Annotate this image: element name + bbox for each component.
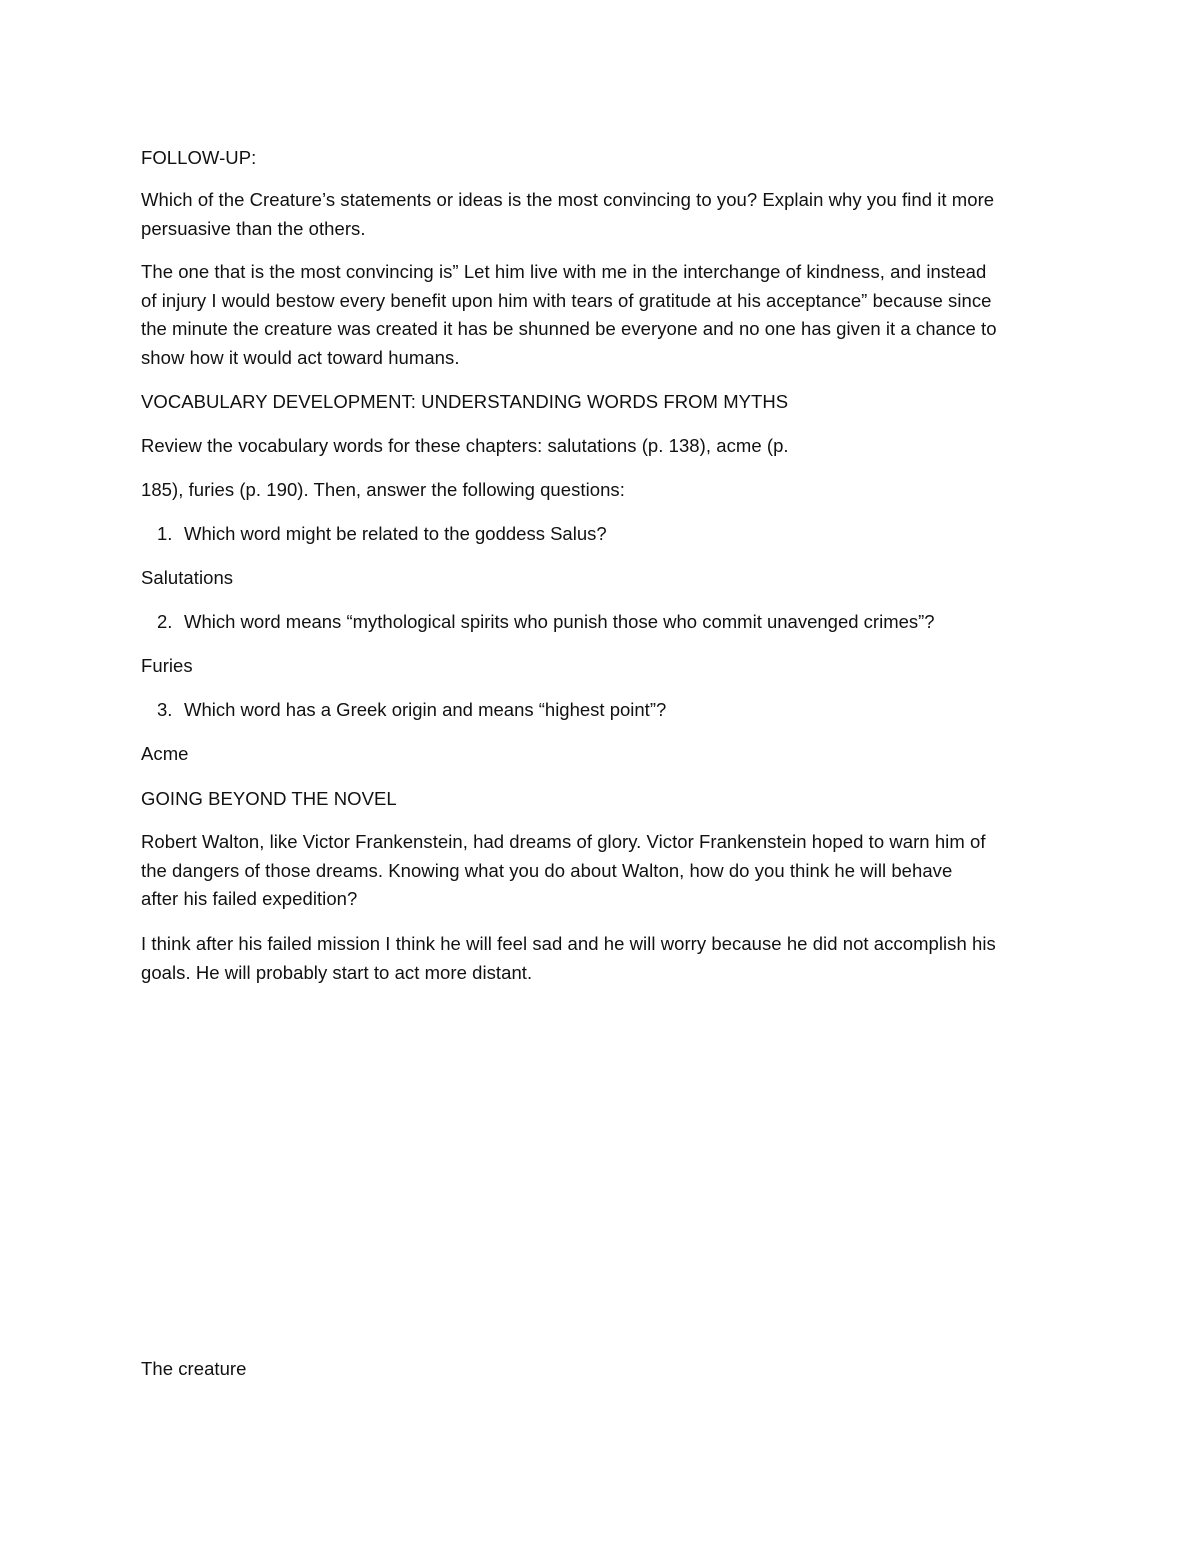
- follow-up-question-line-1: Which of the Creature’s statements or ideas is the most convincing to you? Explain why you find it more: [141, 189, 995, 210]
- follow-up-answer-line-4: show how it would act toward humans.: [141, 347, 460, 368]
- vocabulary-heading: VOCABULARY DEVELOPMENT: UNDERSTANDING WORDS FROM MYTHS: [141, 391, 789, 412]
- beyond-question-line-3: after his failed expedition?: [141, 888, 358, 909]
- beyond-answer-line-1: I think after his failed mission I think he will feel sad and he will worry because he did not accomplish his: [141, 933, 996, 954]
- vocabulary-question-text: Which word has a Greek origin and means “highest point”?: [184, 699, 667, 720]
- footer-text: The creature: [141, 1358, 247, 1379]
- beyond-heading: GOING BEYOND THE NOVEL: [141, 788, 397, 809]
- question-number: 2.: [157, 611, 173, 632]
- question-number: 1.: [157, 523, 173, 544]
- beyond-answer-line-2: goals. He will probably start to act more distant.: [141, 962, 533, 983]
- beyond-question-line-2: the dangers of those dreams. Knowing what you do about Walton, how do you think he will behave: [141, 860, 953, 881]
- beyond-question-line-1: Robert Walton, like Victor Frankenstein, had dreams of glory. Victor Frankenstein hoped to warn him of: [141, 831, 986, 852]
- follow-up-heading: FOLLOW-UP:: [141, 147, 257, 168]
- follow-up-question-line-2: persuasive than the others.: [141, 218, 366, 239]
- follow-up-answer-line-1: The one that is the most convincing is” Let him live with me in the interchange of kindness, and instead: [141, 261, 987, 282]
- follow-up-answer-line-3: the minute the creature was created it has be shunned be everyone and no one has given it a chance to: [141, 318, 997, 339]
- vocabulary-answer: Salutations: [141, 567, 234, 588]
- vocabulary-intro-line-2: 185), furies (p. 190). Then, answer the following questions:: [141, 479, 625, 500]
- vocabulary-question-text: Which word might be related to the goddess Salus?: [184, 523, 607, 544]
- question-number: 3.: [157, 699, 173, 720]
- vocabulary-question-text: Which word means “mythological spirits who punish those who commit unavenged crimes”?: [184, 611, 935, 632]
- vocabulary-intro-line-1: Review the vocabulary words for these chapters: salutations (p. 138), acme (p.: [141, 435, 789, 456]
- follow-up-answer-line-2: of injury I would bestow every benefit upon him with tears of gratitude at his acceptance” because since: [141, 290, 992, 311]
- vocabulary-answer: Furies: [141, 655, 193, 676]
- vocabulary-answer: Acme: [141, 743, 189, 764]
